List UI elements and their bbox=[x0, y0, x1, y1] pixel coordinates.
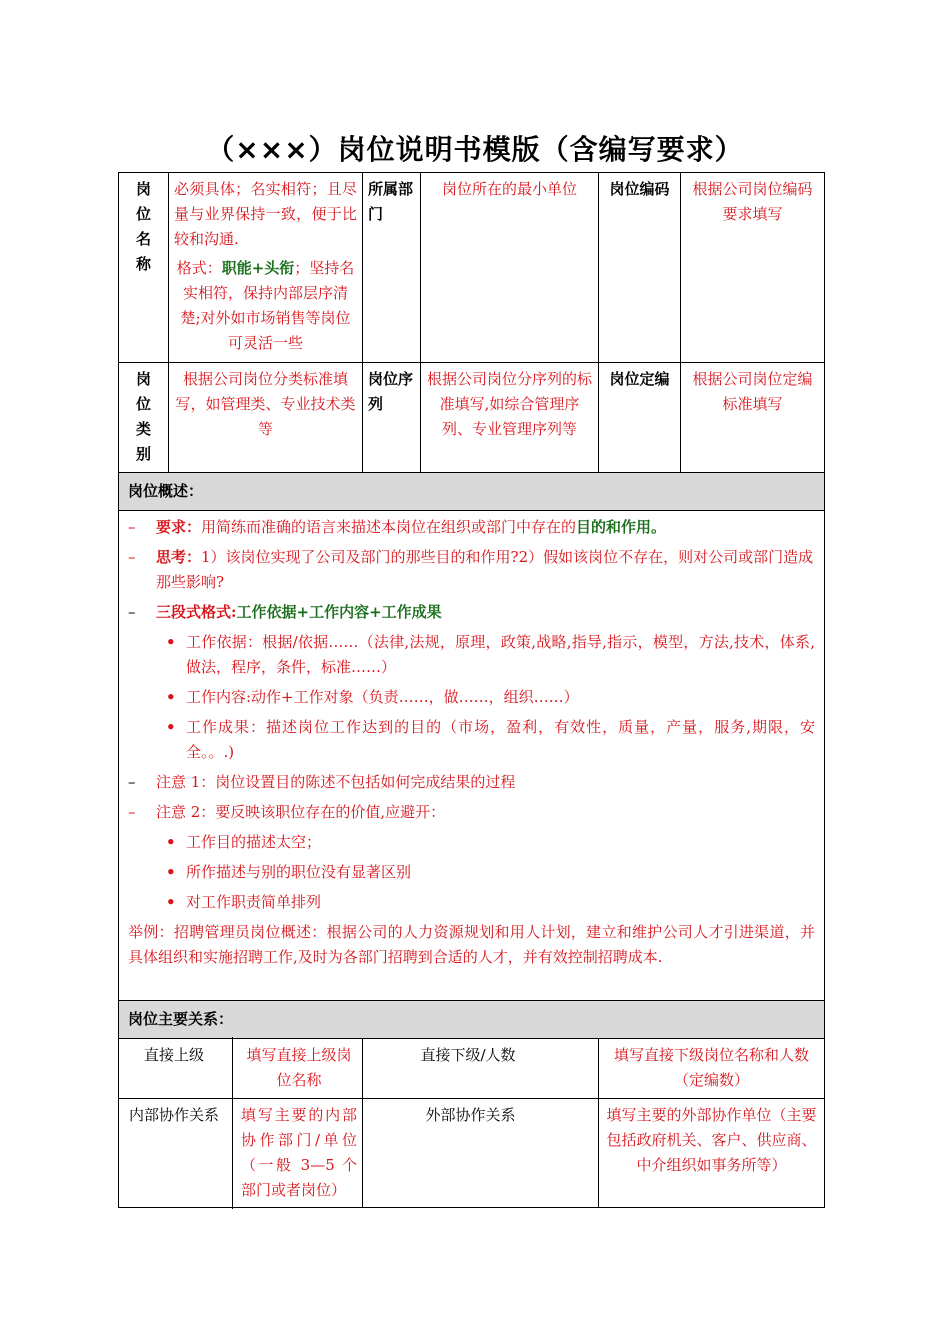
job-sequence-label: 岗位序列 bbox=[363, 363, 421, 473]
overview-row bbox=[119, 511, 825, 1001]
overview-heading: 岗位概述： bbox=[119, 473, 825, 511]
overview-heading-row bbox=[119, 473, 825, 511]
bullet-marker: • bbox=[166, 863, 176, 881]
note2-sub-item: • 对工作职责简单排列 bbox=[128, 890, 815, 915]
relations-heading: 岗位主要关系： bbox=[119, 1001, 825, 1039]
dash-marker: – bbox=[128, 518, 136, 536]
note2-item: – 注意 2：要反映该职位存在的价值,应避开： bbox=[128, 800, 815, 825]
format-sub-item: • 工作依据：根据/依据……（法律,法规，原理，政策,战略,指导,指示，模型，方法,技术，体系,做法，程序，条件，标准……） bbox=[128, 630, 815, 680]
row-job-name bbox=[119, 173, 825, 363]
internal-label: 内部协作关系 bbox=[128, 1106, 219, 1124]
job-name-value bbox=[169, 173, 363, 363]
note2-sub-item: • 工作目的描述太空； bbox=[128, 830, 815, 855]
superior-label-cell bbox=[119, 1039, 363, 1099]
requirement-item: – 要求：用简练而准确的语言来描述本岗位在组织或部门中存在的目的和作用。 bbox=[128, 515, 815, 540]
bullet-marker: • bbox=[166, 688, 176, 706]
job-category-value: 根据公司岗位分类标准填写，如管理类、专业技术类等 bbox=[169, 363, 363, 473]
bullet-marker: • bbox=[166, 833, 176, 851]
relations-row-coop bbox=[119, 1099, 825, 1208]
format-item: – 三段式格式:工作依据+工作内容+工作成果 bbox=[128, 600, 815, 625]
format-sub-item: • 工作成果：描述岗位工作达到的目的（市场，盈利，有效性，质量，产量，服务,期限，安全。。.) bbox=[128, 715, 815, 765]
row-job-category bbox=[119, 363, 825, 473]
dash-marker: – bbox=[128, 773, 136, 791]
job-name-label: 岗 位 名 称 bbox=[119, 173, 169, 363]
relations-row-direct bbox=[119, 1039, 825, 1099]
subordinate-label: 直接下级/人数 bbox=[420, 1046, 516, 1064]
department-value: 岗位所在的最小单位 bbox=[421, 173, 599, 363]
bullet-marker: • bbox=[166, 718, 176, 736]
position-code-value: 根据公司岗位编码要求填写 bbox=[681, 173, 825, 363]
internal-cell bbox=[119, 1099, 363, 1208]
note2-sub-item: • 所作描述与别的职位没有显著区别 bbox=[128, 860, 815, 885]
job-quota-value: 根据公司岗位定编标准填写 bbox=[681, 363, 825, 473]
bullet-marker: • bbox=[166, 893, 176, 911]
department-label: 所属部门 bbox=[363, 173, 421, 363]
external-label: 外部协作关系 bbox=[425, 1106, 516, 1124]
bullet-marker: • bbox=[166, 633, 176, 651]
external-label-cell bbox=[363, 1099, 599, 1208]
dash-marker: – bbox=[128, 803, 136, 821]
format-sub-item: • 工作内容:动作+工作对象（负责……，做……，组织……） bbox=[128, 685, 815, 710]
subordinate-value: 填写直接下级岗位名称和人数（定编数） bbox=[599, 1039, 825, 1099]
note1-item: – 注意 1：岗位设置目的陈述不包括如何完成结果的过程 bbox=[128, 770, 815, 795]
page-title: （×××）岗位说明书模版（含编写要求） bbox=[206, 133, 744, 166]
superior-label: 直接上级 bbox=[143, 1046, 204, 1064]
overview-content bbox=[119, 511, 825, 1001]
job-sequence-value: 根据公司岗位分序列的标准填写,如综合管理序列、专业管理序列等 bbox=[421, 363, 599, 473]
job-description-table bbox=[118, 172, 825, 1208]
job-category-label: 岗 位 类 别 bbox=[119, 363, 169, 473]
dash-marker: – bbox=[128, 548, 136, 566]
example-text: 举例：招聘管理员岗位概述：根据公司的人力资源规划和用人计划，建立和维护公司人才引进渠道，并具体组织和实施招聘工作,及时为各部门招聘到合适的人才，并有效控制招聘成本. bbox=[128, 923, 815, 966]
dash-marker: – bbox=[128, 603, 136, 621]
subordinate-label-cell bbox=[363, 1039, 599, 1099]
position-code-label: 岗位编码 bbox=[599, 173, 681, 363]
job-name-format: 格式：职能+头衔；坚持名实相符，保持内部层序清楚;对外如市场销售等岗位可灵活一些 bbox=[176, 259, 355, 352]
think-item: – 思考：1）该岗位实现了公司及部门的那些目的和作用?2）假如该岗位不存在，则对公司或部门造成那些影响? bbox=[128, 545, 815, 595]
internal-value: 填写主要的内部协作部门/单位（一般 3—5 个部门或者岗位） bbox=[232, 1097, 365, 1209]
relations-heading-row bbox=[119, 1001, 825, 1039]
job-name-note: 必须具体；名实相符；且尽量与业界保持一致，便于比较和沟通. bbox=[174, 180, 357, 248]
external-value: 填写主要的外部协作单位（主要包括政府机关、客户、供应商、中介组织如事务所等） bbox=[599, 1099, 825, 1208]
job-quota-label: 岗位定编 bbox=[599, 363, 681, 473]
superior-value: 填写直接上级岗位名称 bbox=[232, 1037, 365, 1099]
